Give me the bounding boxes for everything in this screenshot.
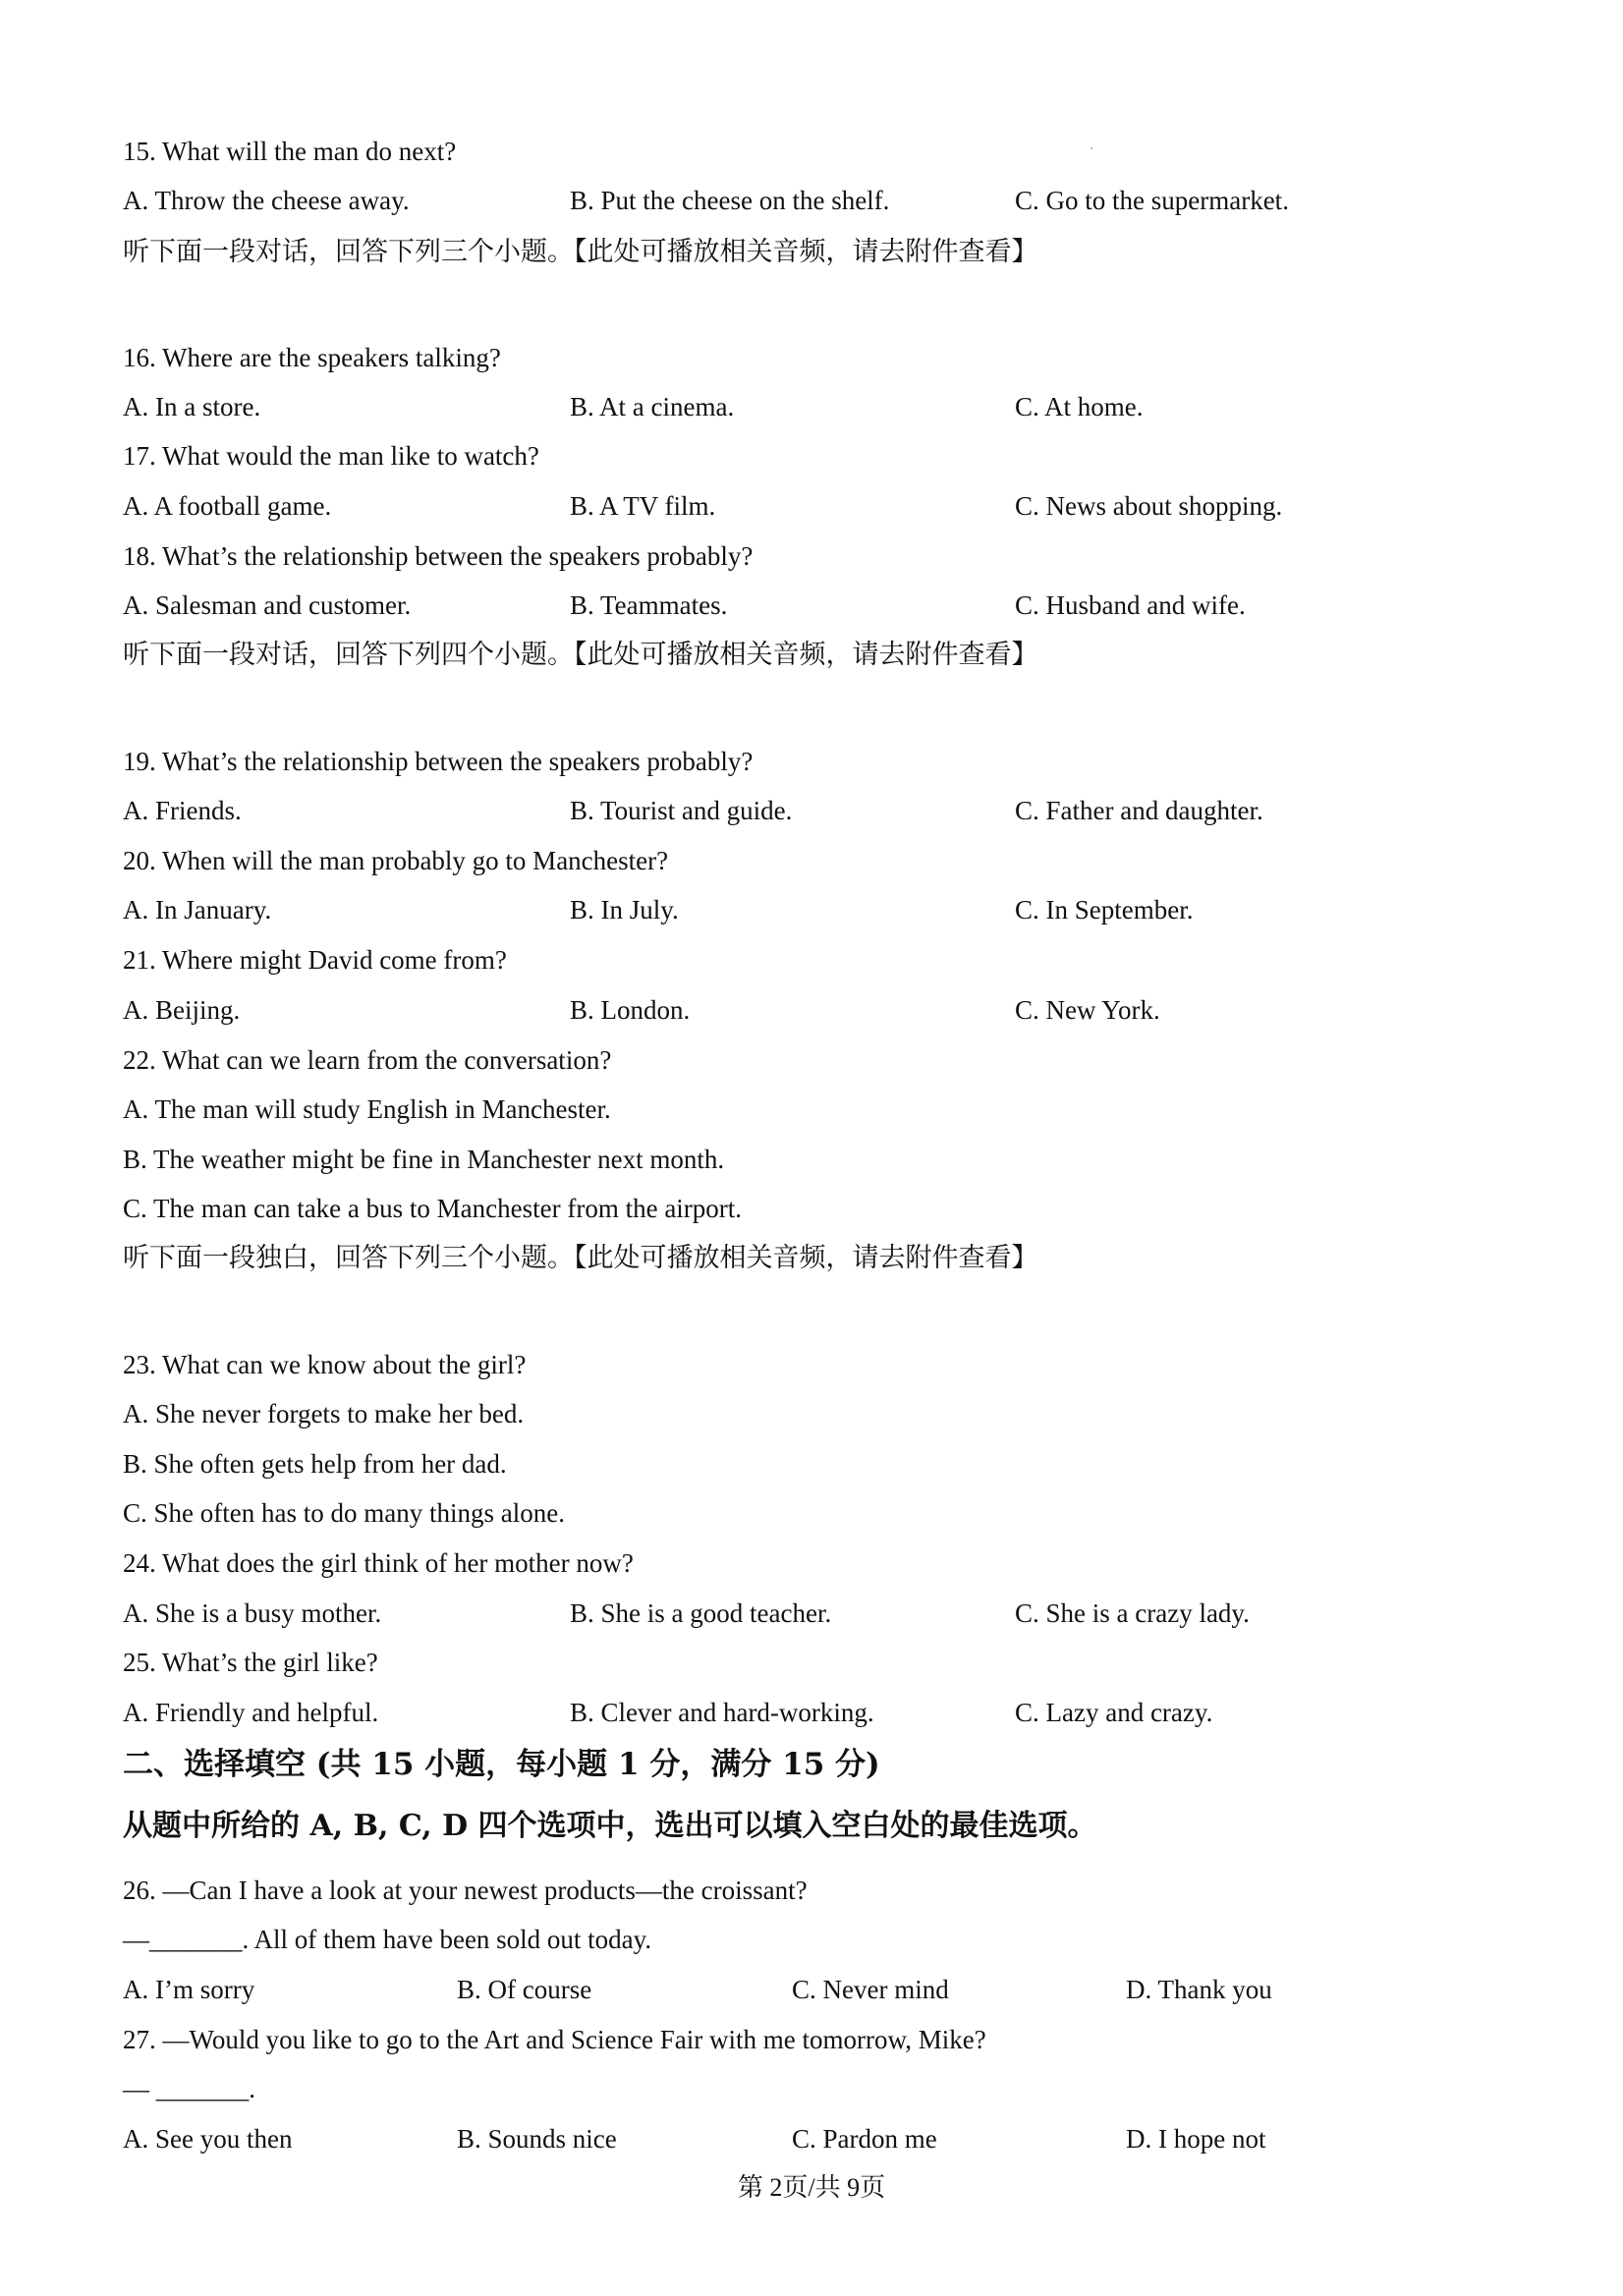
question-15: 15. What will the man do next?	[123, 137, 457, 166]
question-27: 27. —Would you like to go to the Art and Science Fair with me tomorrow, Mike?	[123, 2025, 986, 2054]
q22-option-b: B. The weather might be fine in Manchester next month.	[123, 1145, 725, 1174]
q26-reply: —_______. All of them have been sold out today.	[123, 1925, 652, 1954]
question-19: 19. What’s the relationship between the speakers probably?	[123, 747, 754, 776]
q26-option-d: D. Thank you	[1126, 1975, 1272, 2004]
q27-option-c: C. Pardon me	[792, 2124, 937, 2154]
listening-instruction-1: 听下面一段对话，回答下列三个小题。【此处可播放相关音频，请去附件查看】	[123, 237, 1038, 267]
q25-option-c: C. Lazy and crazy.	[1015, 1698, 1213, 1727]
q18-option-c: C. Husband and wife.	[1015, 590, 1246, 620]
q18-option-b: B. Teammates.	[570, 590, 728, 620]
q23-option-b: B. She often gets help from her dad.	[123, 1449, 507, 1479]
question-26: 26. —Can I have a look at your newest products—the croissant?	[123, 1876, 808, 1905]
q22-option-a: A. The man will study English in Manchester.	[123, 1094, 611, 1124]
q27-option-d: D. I hope not	[1126, 2124, 1266, 2154]
q27-reply: — _______.	[123, 2074, 255, 2103]
q26-option-b: B. Of course	[457, 1975, 592, 2004]
q16-option-c: C. At home.	[1015, 392, 1144, 421]
q20-option-a: A. In January.	[123, 895, 272, 924]
q25-option-a: A. Friendly and helpful.	[123, 1698, 379, 1727]
q18-option-a: A. Salesman and customer.	[123, 590, 412, 620]
q16-option-a: A. In a store.	[123, 392, 261, 421]
question-21: 21. Where might David come from?	[123, 945, 507, 975]
question-25: 25. What’s the girl like?	[123, 1648, 378, 1677]
q15-option-c: C. Go to the supermarket.	[1015, 186, 1289, 215]
q23-option-a: A. She never forgets to make her bed.	[123, 1399, 525, 1428]
q15-option-b: B. Put the cheese on the shelf.	[570, 186, 890, 215]
section-2-instruction: 从题中所给的 A, B, C, D 四个选项中，选出可以填入空白处的最佳选项。	[123, 1809, 1097, 1843]
q27-option-b: B. Sounds nice	[457, 2124, 617, 2154]
q19-option-b: B. Tourist and guide.	[570, 796, 793, 825]
listening-instruction-3: 听下面一段独白，回答下列三个小题。【此处可播放相关音频，请去附件查看】	[123, 1243, 1038, 1273]
q19-option-c: C. Father and daughter.	[1015, 796, 1263, 825]
question-16: 16. Where are the speakers talking?	[123, 343, 501, 372]
question-24: 24. What does the girl think of her mother now?	[123, 1548, 634, 1578]
q15-option-a: A. Throw the cheese away.	[123, 186, 410, 215]
question-23: 23. What can we know about the girl?	[123, 1350, 527, 1379]
q24-option-b: B. She is a good teacher.	[570, 1598, 832, 1628]
q20-option-b: B. In July.	[570, 895, 679, 924]
q26-option-c: C. Never mind	[792, 1975, 949, 2004]
q17-option-c: C. News about shopping.	[1015, 491, 1283, 521]
q25-option-b: B. Clever and hard-working.	[570, 1698, 874, 1727]
question-18: 18. What’s the relationship between the speakers probably?	[123, 541, 754, 571]
q26-option-a: A. I’m sorry	[123, 1975, 255, 2004]
q24-option-c: C. She is a crazy lady.	[1015, 1598, 1250, 1628]
q16-option-b: B. At a cinema.	[570, 392, 735, 421]
scan-speck	[1091, 147, 1092, 149]
q17-option-b: B. A TV film.	[570, 491, 716, 521]
q22-option-c: C. The man can take a bus to Manchester from the airport.	[123, 1194, 743, 1223]
question-22: 22. What can we learn from the conversation?	[123, 1045, 612, 1075]
q27-option-a: A. See you then	[123, 2124, 293, 2154]
q19-option-a: A. Friends.	[123, 796, 242, 825]
q17-option-a: A. A football game.	[123, 491, 332, 521]
question-17: 17. What would the man like to watch?	[123, 441, 539, 471]
section-2-heading: 二、选择填空 (共 15 小题，每小题 1 分，满分 15 分)	[123, 1747, 880, 1782]
q21-option-b: B. London.	[570, 995, 691, 1025]
page-number: 第 2页/共 9页	[737, 2173, 886, 2202]
listening-instruction-2: 听下面一段对话，回答下列四个小题。【此处可播放相关音频，请去附件查看】	[123, 640, 1038, 670]
q23-option-c: C. She often has to do many things alone.	[123, 1498, 565, 1528]
q21-option-c: C. New York.	[1015, 995, 1160, 1025]
q21-option-a: A. Beijing.	[123, 995, 241, 1025]
question-20: 20. When will the man probably go to Manchester?	[123, 846, 669, 875]
q20-option-c: C. In September.	[1015, 895, 1194, 924]
q24-option-a: A. She is a busy mother.	[123, 1598, 382, 1628]
